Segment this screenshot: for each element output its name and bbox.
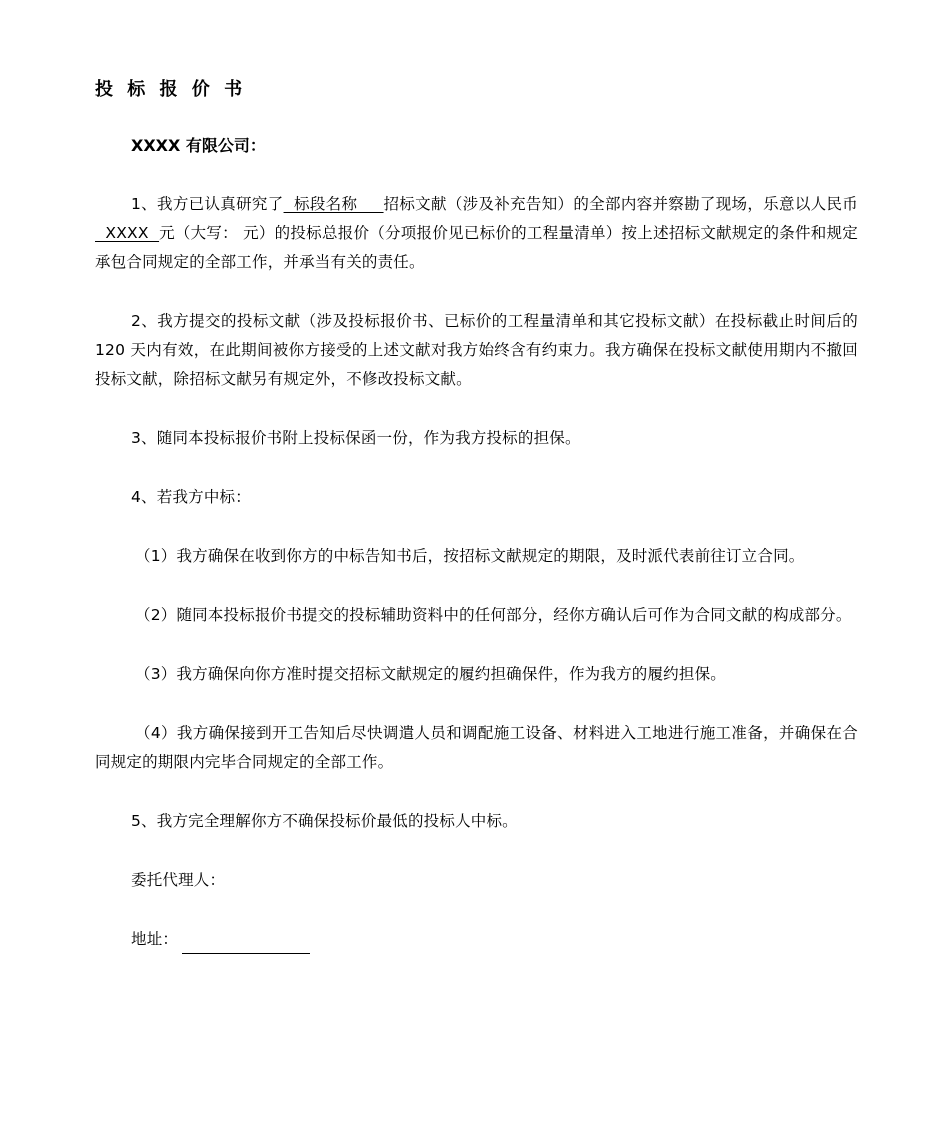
paragraph-3: 3、随同本投标报价书附上投标保函一份，作为我方投标的担保。 (131, 429, 581, 447)
agent-label: 委托代理人： (131, 871, 226, 889)
document-title: 投 标 报 价 书 (95, 79, 247, 100)
section-name-field: 标段名称 (283, 195, 384, 213)
paragraph-4-item-1: （1）我方确保在收到你方的中标告知书后，按招标文献规定的期限，及时派代表前往订立合同。 (135, 547, 805, 565)
paragraph-1 (95, 190, 858, 277)
paragraph-4-item-4: （4）我方确保接到开工告知后尽快调遣人员和调配施工设备、材料进入工地进行施工准备，并确保在合同规定的期限内完毕合同规定的全部工作。 (95, 724, 858, 771)
paragraph-2: 2、我方提交的投标文献（涉及投标报价书、已标价的工程量清单和其它投标文献）在投标截止时间后的 120 天内有效，在此期间被你方接受的上述文献对我方始终含有约束力。我方确保在投标文献使用期内不撤回投标文献，除招标文献另有规定外，不修改投标文献。 (95, 312, 858, 388)
address-label: 地址： (131, 930, 179, 948)
paragraph-1-text-b: 招标文献（涉及补充告知）的全部内容并察勘了现场，乐意以人民币 (383, 195, 858, 213)
paragraph-4-item-3: （3）我方确保向你方准时提交招标文献规定的履约担确保件，作为我方的履约担保。 (135, 665, 726, 683)
paragraph-5: 5、我方完全理解你方不确保投标价最低的投标人中标。 (131, 812, 518, 830)
address-blank (182, 935, 310, 954)
paragraph-4: 4、若我方中标： (131, 488, 251, 506)
agent-line (95, 866, 858, 895)
amount-field: XXXX (95, 224, 160, 242)
address-line (95, 925, 858, 954)
paragraph-4-item-2: （2）随同本投标报价书提交的投标辅助资料中的任何部分，经你方确认后可作为合同文献的构成部分。 (135, 606, 852, 624)
paragraph-1-text-a: 1、我方已认真研究了 (131, 195, 284, 213)
addressee: XXXX 有限公司： (131, 136, 266, 155)
paragraph-1-text-c: 元（大写： 元）的投标总报价（分项报价见已标价的工程量清单）按上述招标文献规定的条件和规定承包合同规定的全部工作，并承当有关的责任。 (95, 224, 858, 271)
